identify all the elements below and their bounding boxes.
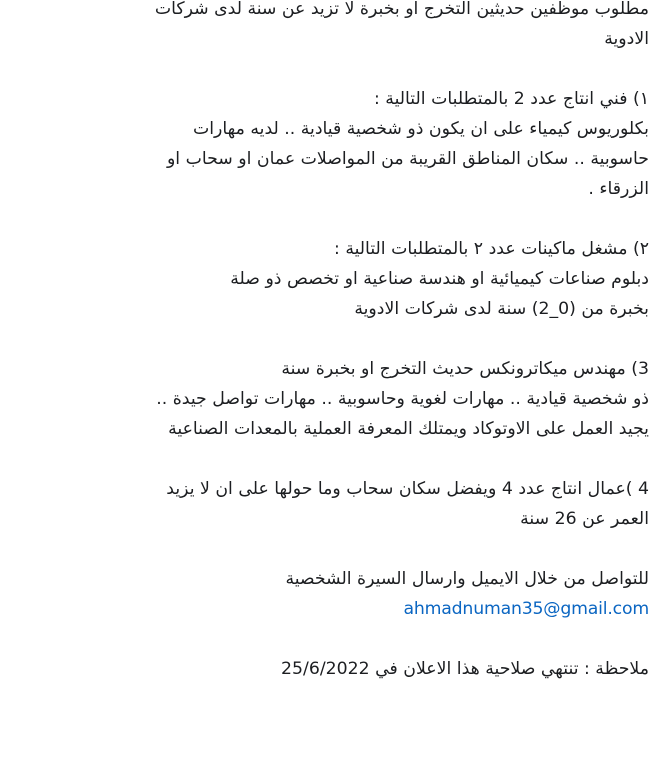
intro-line: الادوية — [604, 29, 649, 49]
section-line: ذو شخصية قيادية .. مهارات لغوية وحاسوبية .. مهارات تواصل جيدة .. — [156, 389, 649, 409]
job-section-production-technician — [4, 84, 649, 204]
section-line: حاسوبية .. سكان المناطق القريبة من المواصلات عمان او سحاب او — [166, 149, 649, 169]
section-line: بكلوريوس كيمياء على ان يكون ذو شخصية قيادية .. لديه مهارات — [192, 119, 649, 139]
expiry-note: ملاحظة : تنتهي صلاحية هذا الاعلان في 25/6/2022 — [281, 659, 649, 679]
section-heading: ١) فني انتاج عدد 2 بالمتطلبات التالية : — [373, 89, 649, 109]
section-heading: 3) مهندس ميكاترونكس حديث التخرج او بخبرة سنة — [281, 359, 649, 379]
intro-paragraph — [4, 0, 649, 54]
paragraph-gap — [4, 534, 649, 564]
section-line: دبلوم صناعات كيميائية او هندسة صناعية او تخصص ذو صلة — [230, 269, 649, 289]
paragraph-gap — [4, 54, 649, 84]
section-line: الزرقاء . — [588, 179, 649, 199]
section-line: يجيد العمل على الاوتوكاد ويمتلك المعرفة العملية بالمعدات الصناعية — [168, 419, 649, 439]
paragraph-gap — [4, 624, 649, 654]
section-line: العمر عن 26 سنة — [520, 509, 649, 529]
job-section-mechatronics-engineer — [4, 354, 649, 444]
section-line: 4 )عمال انتاج عدد 4 ويفضل سكان سحاب وما حولها على ان لا يزيد — [166, 479, 649, 499]
job-section-machine-operator — [4, 234, 649, 324]
section-heading: ٢) مشغل ماكينات عدد ٢ بالمتطلبات التالية : — [334, 239, 649, 259]
intro-line: مطلوب موظفين حديثين التخرج او بخبرة لا تزيد عن سنة لدى شركات — [154, 0, 649, 19]
job-post-body — [4, 0, 649, 684]
note-paragraph — [4, 654, 649, 684]
job-section-production-workers — [4, 474, 649, 534]
paragraph-gap — [4, 444, 649, 474]
paragraph-gap — [4, 204, 649, 234]
section-line: بخبرة من (0_2) سنة لدى شركات الادوية — [354, 299, 649, 319]
email-link[interactable]: ahmadnuman35@gmail.com — [403, 599, 649, 619]
contact-text: للتواصل من خلال الايميل وارسال السيرة الشخصية — [285, 569, 649, 589]
contact-paragraph — [4, 564, 649, 624]
paragraph-gap — [4, 324, 649, 354]
